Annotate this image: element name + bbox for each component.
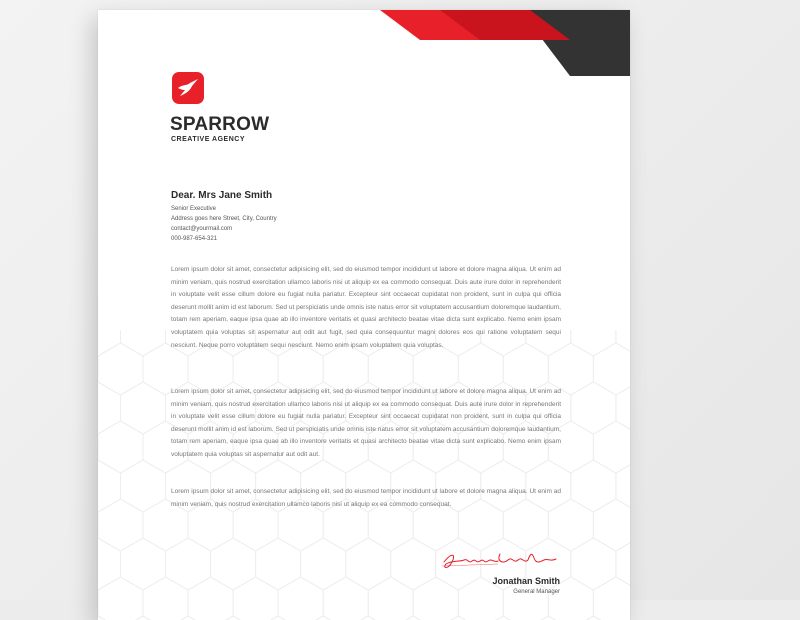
recipient-address: Address goes here Street, City, Country [171,216,277,222]
recipient-email: contact@yourmail.com [171,226,233,232]
signatory-title: General Manager [513,589,560,595]
body-paragraph: Lorem ipsum dolor sit amet, consectetur adipisicing elit, sed do eiusmod tempor incididunt ut labore et dolore magna aliqua. Ut enim ad minim veniam, quis nostrud exercitation ullamco laboris nisi ut aliquip ex ea commodo consequat. [171,488,561,508]
sparrow-logo-icon [172,72,204,104]
signatory-name: Jonathan Smith [492,576,560,586]
recipient-salutation: Dear. Mrs Jane Smith [171,190,273,201]
corner-decoration [380,10,630,76]
recipient-title: Senior Executive [171,206,217,212]
body-paragraph: Lorem ipsum dolor sit amet, consectetur adipisicing elit, sed do eiusmod tempor incididunt ut labore et dolore magna aliqua. Ut enim ad minim veniam, quis nostrud exercitation ullamco laboris nisi ut aliquip ex ea commodo consequat. Duis aute irure dolor in reprehenderit in voluptate velit esse cillum dolore eu fugiat nulla pariatur. Excepteur sint occaecat cupidatat non proident, sunt in culpa qui officia deserunt mollit anim id est laborum. Sed ut perspiciatis unde omnis iste natus error sit voluptatem accusantium doloremque laudantium, totam rem aperiam, eaque ipsa quae ab illo inventore veritatis et quasi architecto beatae vitae dicta sunt explicabo. Nemo enim ipsam voluptatem quia voluptas sit aspernatur aut odit aut. [171,388,561,458]
brand-name: SPARROW [170,114,270,135]
handwritten-signature [438,548,563,572]
body-paragraph: Lorem ipsum dolor sit amet, consectetur adipisicing elit, sed do eiusmod tempor incididunt ut labore et dolore magna aliqua. Ut enim ad minim veniam, quis nostrud exercitation ullamco laboris nisi ut aliquip ex ea commodo consequat. Duis aute irure dolor in reprehenderit in voluptate velit esse cillum dolore eu fugiat nulla pariatur. Excepteur sint occaecat cupidatat non proident, sunt in culpa qui officia deserunt mollit anim id est laborum. Sed ut perspiciatis unde omnis iste natus error sit voluptatem accusantium doloremque laudantium, totam rem aperiam, eaque ipsa quae ab illo inventore veritatis et quasi architecto beatae vitae dicta sunt explicabo. Nemo enim ipsam voluptatem quia voluptas sit aspernatur aut odit aut fugit, sed quia consequuntur magni dolores eos qui ratione voluptatem sequi nesciunt. Neque porro voluptatem sequi nesciunt. Nemo enim ipsam voluptatem quia voluptas. [171,266,561,349]
letterhead-sheet [98,10,630,620]
recipient-phone: 000-987-654-321 [171,236,218,242]
recipient-block [171,190,277,244]
brand-tagline: CREATIVE AGENCY [171,136,246,143]
